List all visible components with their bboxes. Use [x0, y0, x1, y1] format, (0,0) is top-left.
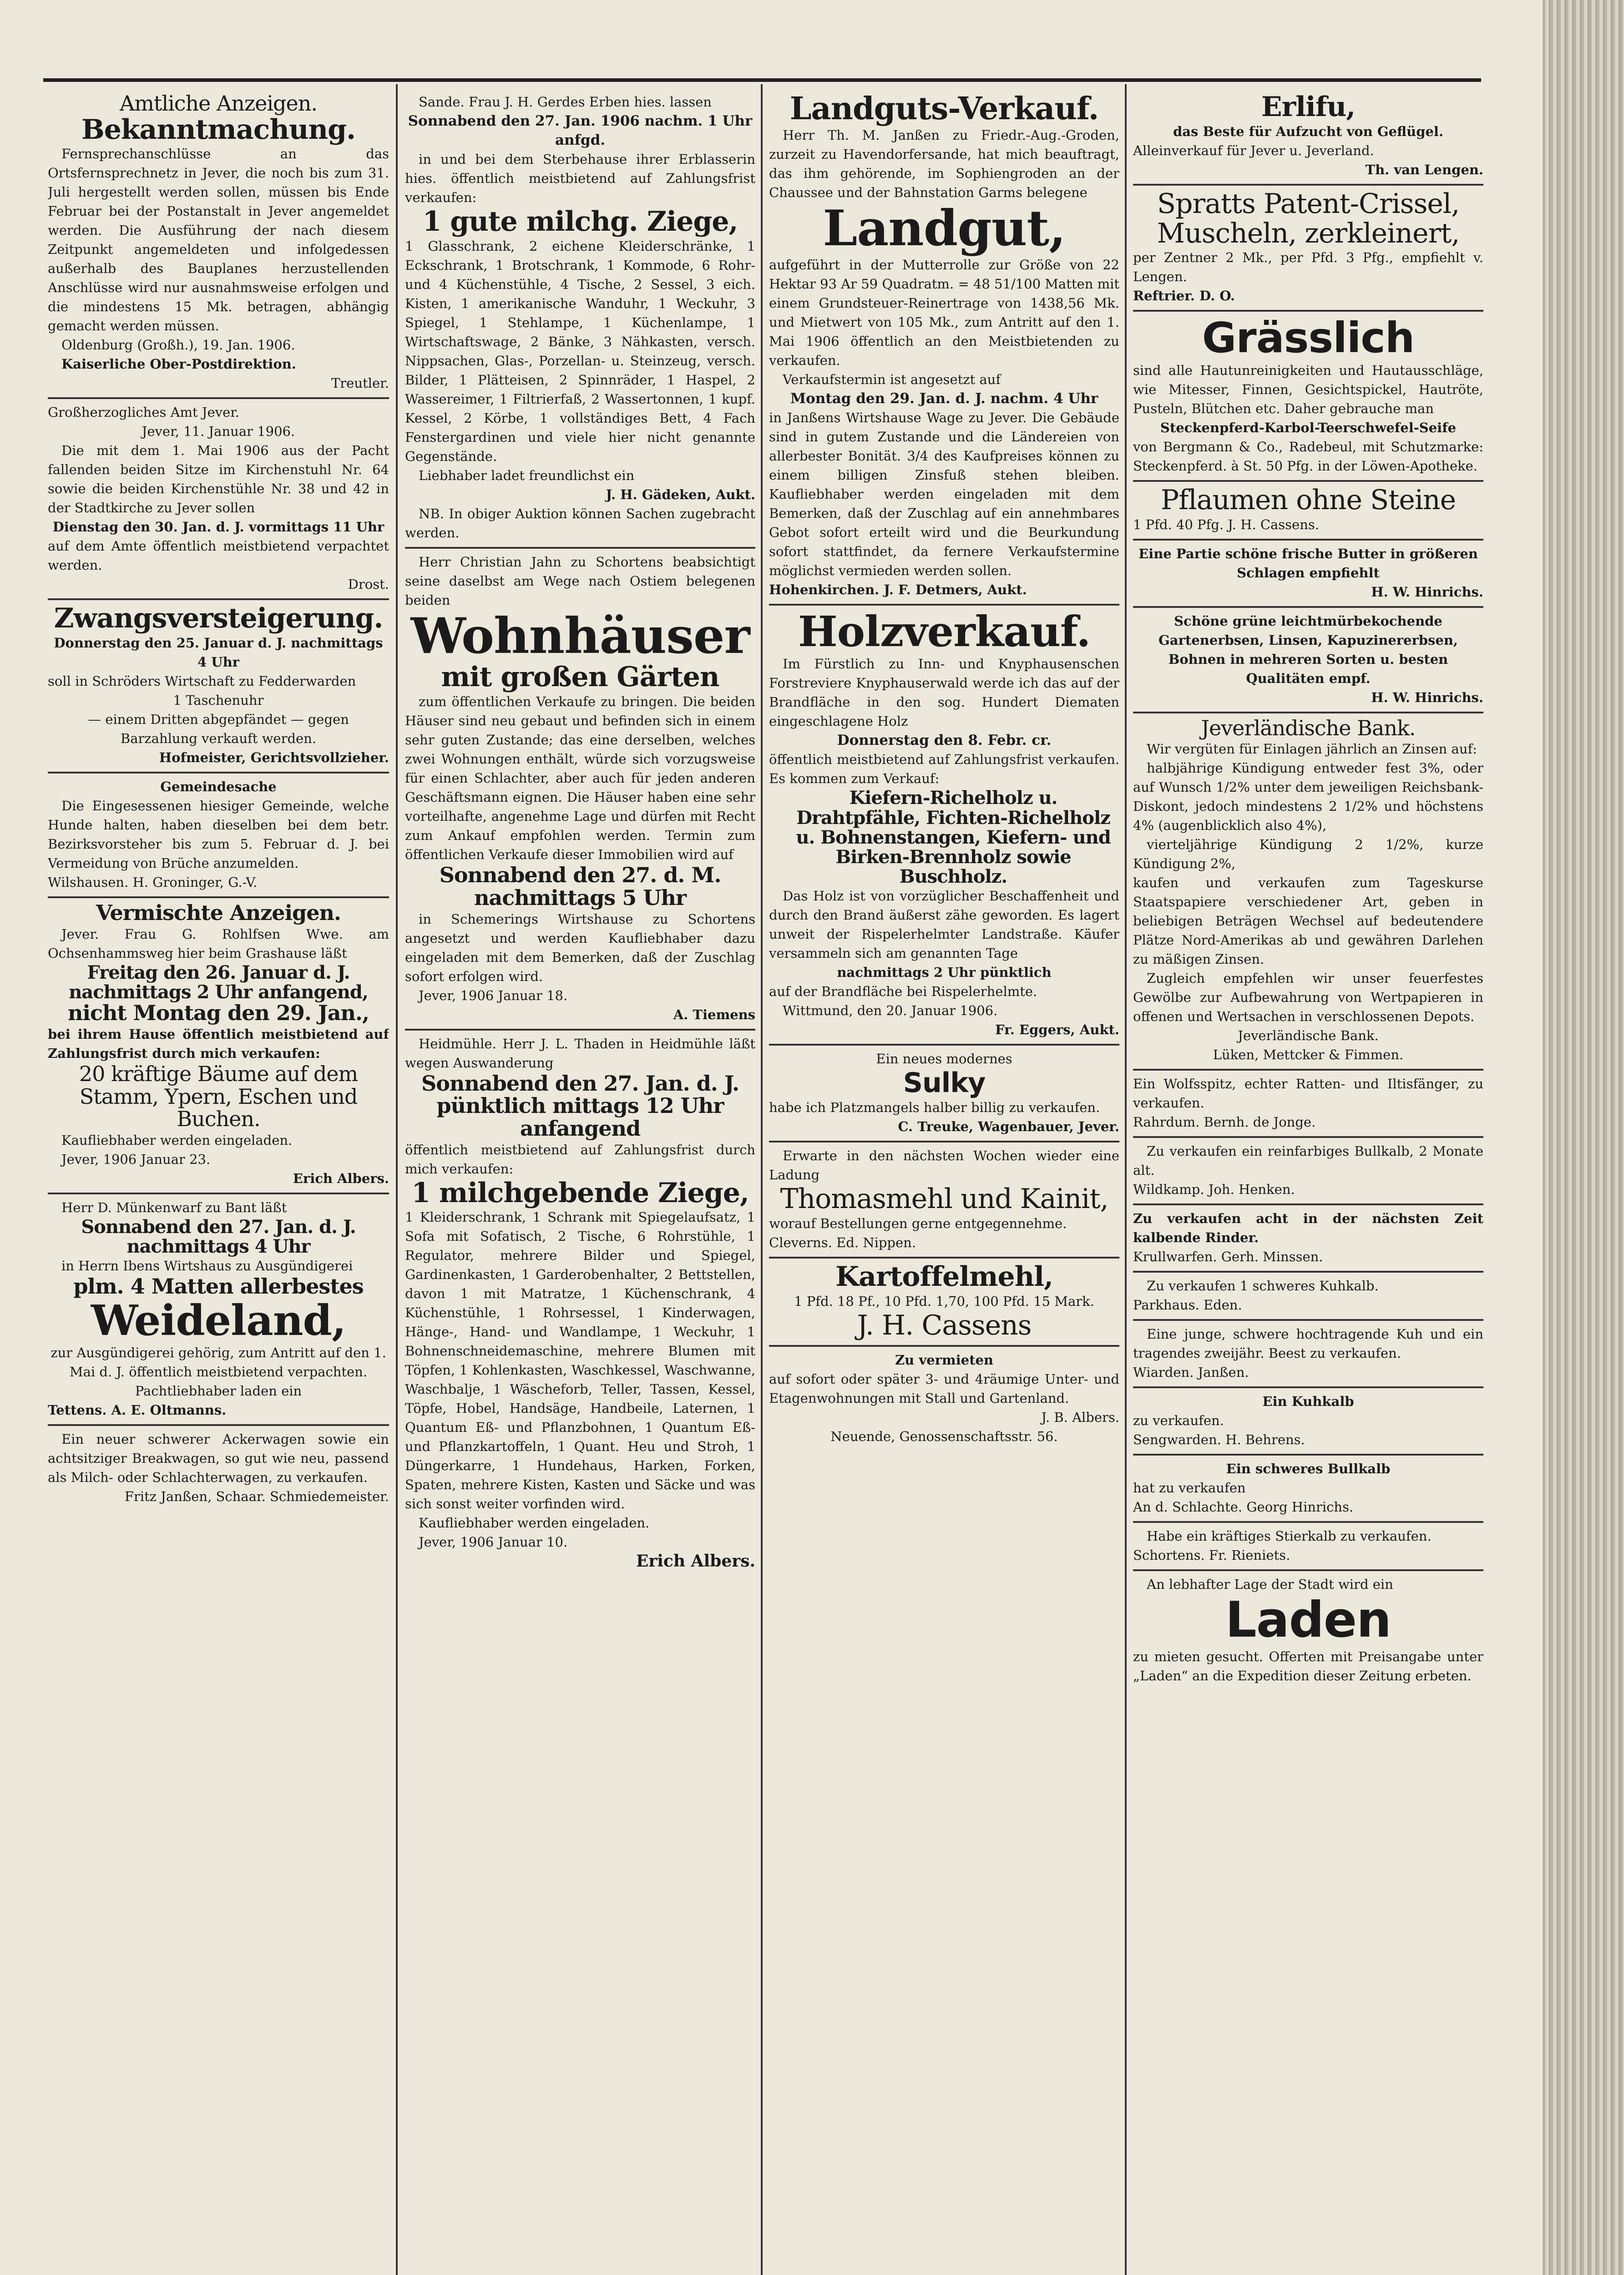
ad-date: Jever, 1906 Januar 10. [419, 1534, 568, 1550]
ad-big-word: Laden [1225, 1592, 1391, 1649]
ad-erbsen [1133, 606, 1483, 712]
ad-body: Ein Wolfsspitz, echter Ratten- und Iltisfänger, zu verkaufen. [1133, 1076, 1483, 1111]
ad-body: habe ich Platzmangels halber billig zu verkaufen. [769, 1100, 1100, 1116]
ad-signature: J. H. Gädeken, Aukt. [606, 486, 755, 502]
ad-date: Jever, 1906 Januar 23. [61, 1152, 211, 1167]
ad-bullkalb-reinfarbig [1133, 1136, 1483, 1203]
ad-title: Erlifu, [1261, 91, 1356, 123]
ad-signature: H. W. Hinrichs. [1371, 689, 1483, 705]
ad-title: Kartoffelmehl, [835, 1260, 1053, 1293]
ad-signature: Drost. [348, 576, 389, 592]
ad-when: nachmittags 2 Uhr pünktlich [837, 965, 1052, 981]
ad-body: zur Ausgündigerei gehörig, zum Antritt auf den 1. Mai d. J. öffentlich meistbietend verpachten. Pachtliebhaber laden ein [51, 1345, 386, 1399]
ad-erlifu [1133, 89, 1483, 184]
ad-body: Wir vergüten für Einlagen jährlich an Zinsen auf: [1147, 741, 1477, 757]
ad-body: in Schemerings Wirtshause zu Schortens angesetzt und werden Kaufliebhaber dazu eingeladen mit dem Bemerken, daß der Zuschlag sofort erfolgen wird. [405, 911, 755, 984]
ad-not-date: nicht Montag den 29. Jan., [68, 1001, 369, 1026]
top-rule [43, 78, 1481, 82]
column-4 [1133, 89, 1483, 2275]
ad-signature: J. B. Albers. [1041, 1409, 1119, 1425]
ad-signature: Erich Albers. [636, 1552, 755, 1571]
ad-subtitle: Muscheln, zerkleinert, [1157, 217, 1460, 249]
ad-rinder [1133, 1203, 1483, 1271]
ad-jeverlaendische-bank [1133, 712, 1483, 1069]
ad-item: 20 kräftige Bäume auf dem Stamm, Ypern, Eschen und Buchen. [79, 1061, 358, 1132]
ad-body: Im Fürstlich zu Inn- und Knyphausenschen Forstreviere Knyphauserwald werde ich das auf der Brandfläche in den sog. Hundert Diematen eingeschlagene Holz [769, 656, 1119, 729]
ad-footer: Kaufliebhaber werden eingeladen. [61, 1132, 293, 1148]
ad-kuhkalb-schwer [1133, 1271, 1483, 1319]
ad-signature: Sengwarden. H. Behrens. [1133, 1432, 1305, 1448]
ad-signature: Parkhaus. Eden. [1133, 1297, 1242, 1313]
ad-body: — einem Dritten abgepfändet — gegen Barzahlung verkauft werden. [88, 712, 349, 747]
ad-body: in Herrn Ibens Wirtshaus zu Ausgündigerei [61, 1258, 353, 1274]
ad-body: auf sofort oder später 3- und 4räumige Unter- und Etagenwohnungen mit Stall und Gartenland. [769, 1371, 1119, 1406]
ad-signature-name: Treutler. [331, 375, 389, 391]
ad-title: Bekanntmachung. [81, 113, 355, 146]
ad-product: Steckenpferd-Karbol-Teerschwefel-Seife [1160, 420, 1457, 435]
ad-body: von Bergmann & Co., Radebeul, mit Schutzmarke: Steckenpferd. à St. 50 Pfg. in der Löwen-Apotheke. [1133, 439, 1483, 474]
ad-body: bei ihrem Hause öffentlich meistbietend auf Zahlungsfrist durch mich verkaufen: [48, 1026, 389, 1061]
ad-footer: Liebhaber ladet freundlichst ein [419, 467, 635, 483]
ad-signature: A. Tiemens [673, 1006, 755, 1022]
ad-body: halbjährige Kündigung entweder fest 3%, oder auf Wunsch 1/2% unter dem jeweiligen Reichsbank-Diskont, jedoch mindestens 2 1/2% und höchstens 4% (augenblicklich also 4%), [1133, 760, 1483, 834]
ad-title: Zwangsversteigerung. [54, 602, 383, 635]
ad-holzverkauf [769, 604, 1119, 1044]
ad-zu-vermieten [769, 1345, 1119, 1451]
ad-body: Jever. Frau G. Rohlfsen Wwe. am Ochsenhammsweg hier beim Grashause läßt [48, 926, 389, 961]
ad-title: Spratts Patent-Crissel, [1157, 187, 1460, 220]
ad-butter [1133, 539, 1483, 606]
ad-signature: An d. Schlachte. Georg Hinrichs. [1133, 1499, 1354, 1515]
ad-signature: Reftrier. D. O. [1133, 288, 1235, 304]
ad-kuhkalb [1133, 1386, 1483, 1454]
ad-date: Oldenburg (Großh.), 19. Jan. 1906. [61, 337, 295, 353]
ad-signature: Fr. Eggers, Aukt. [995, 1022, 1119, 1038]
ad-body: kaufen und verkaufen zum Tageskurse Staatspapiere verschiedener Art, geben in beliebigen Beträgen Wechsel auf bedeutendere Plätze Nord-Amerikas ab und gewähren Darlehen zu mäßigen Zinsen. [1133, 875, 1483, 967]
ad-stierkalb [1133, 1521, 1483, 1569]
ad-title: Landguts-Verkauf. [789, 91, 1099, 127]
ad-when: Sonnabend den 27. Jan. 1906 nachm. 1 Uhr anfgd. [408, 113, 753, 148]
ad-when: Donnerstag den 8. Febr. cr. [837, 732, 1052, 749]
ad-spratts [1133, 184, 1483, 310]
ad-item: 1 milchgebende Ziege, [411, 1177, 749, 1209]
ad-body: Das Holz ist von vorzüglicher Beschaffenheit und durch den Brand äußerst zähe geworden. Es lagert unweit der Rispelerhelmter Landstraße. Käufer versammeln sich am genannten Tage [769, 888, 1119, 961]
section-header-amtliche: Amtliche Anzeigen. [120, 91, 317, 116]
ad-title: Gemeindesache [160, 779, 277, 795]
ad-signature: Tettens. A. E. Oltmanns. [48, 1402, 227, 1418]
ad-item: plm. 4 Matten allerbestes [73, 1274, 364, 1299]
ad-date: Jever, 11. Januar 1906. [142, 424, 295, 440]
section-header-vermischte: Vermischte Anzeigen. [96, 900, 341, 925]
ad-weideland [48, 1193, 389, 1424]
ad-body: zu verkaufen. [1133, 1413, 1224, 1429]
ad-signature: Fritz Janßen, Schaar. Schmiedemeister. [124, 1489, 389, 1505]
ad-body: Die mit dem 1. Mai 1906 aus der Pacht fallenden beiden Sitze im Kirchenstuhl Nr. 64 sowie die beiden Kirchenstühle Nr. 38 und 42 in der Stadtkirche zu Jever sollen [48, 443, 389, 516]
ad-rohlfsen [48, 896, 389, 1193]
ad-signature: Th. van Lengen. [1365, 162, 1483, 177]
ad-body: Ein neuer schwerer Ackerwagen sowie ein achtsitziger Breakwagen, so gut wie neu, passend als Milch- oder Schlachterwagen, zu verkaufen. [48, 1431, 389, 1486]
ad-body: per Zentner 2 Mk., per Pfd. 3 Pfg., empfiehlt v. Lengen. [1133, 250, 1483, 285]
ad-body: auf der Brandfläche bei Rispelerhelmte. [769, 984, 1037, 1000]
ad-kuh-beest [1133, 1319, 1483, 1386]
ad-body: Zu verkaufen ein reinfarbiges Bullkalb, 2 Monate alt. [1133, 1143, 1483, 1178]
ad-body: Habe ein kräftiges Stierkalb zu verkaufen. [1147, 1528, 1432, 1544]
ad-body: Herr Christian Jahn zu Schortens beabsichtigt seine daselbst am Wege nach Ostiem belegenen beiden [405, 554, 755, 608]
ad-list: 1 Kleiderschrank, 1 Schrank mit Spiegelaufsatz, 1 Sofa mit Sofatisch, 2 Tische, 6 Rohrstühle, 1 Regulator, mehrere Bilder und Spiegel, Gardinenkasten, 1 Garderobenhalter, 2 Bettstellen, davon 1 mit Matratze, 1 Küchenschrank, 4 Küchenstühle, 1 Rohrsessel, 1 Kinderwagen, Hänge-, Hand- und Wandlampe, 1 Weckuhr, 1 Bohnenschneidemaschine, mehrere Blumen mit Töpfen, 1 Kohlenkasten, Waschkessel, Waschwanne, Waschbalje, 1 Wäscheforb, Teller, Tassen, Kessel, Töpfe, Hobel, Handsäge, Handbeile, Laternen, 1 Quantum Eß- und Pflanzbohnen, 1 Quantum Eß- und Pflanzkartoffeln, 1 Quant. Heu und Stroh, 1 Düngerkarre, 1 Hundehaus, Harken, Forken, Spaten, mehrere Kisten, Kasten und Säcke und was sich sonst weiter vorfinden wird. [405, 1209, 755, 1512]
column-rule-2 [761, 84, 763, 2275]
ad-body: aufgeführt in der Mutterrolle zur Größe von 22 Hektar 93 Ar 59 Quadratm. = 48 51/100 Matten mit einem Grundsteuer-Reinertrage von 1438,56 Mk. und Mietwert von 105 Mk., zum Antritt auf den 1. Mai 1906 öffentlich an den Meistbietenden zu verkaufen. [769, 257, 1119, 369]
ad-signature: Jeverländische Bank. [1238, 1028, 1379, 1044]
ad-pre: Erwarte in den nächsten Wochen wieder eine Ladung [769, 1148, 1119, 1183]
ad-title: Grässlich [1202, 313, 1415, 363]
ad-when: Sonnabend den 27. Jan. d. J. nachmittags 4 Uhr [81, 1216, 356, 1258]
ad-body: An lebhafter Lage der Stadt wird ein [1147, 1577, 1393, 1592]
ad-thaden [405, 1029, 755, 1576]
ad-bekanntmachung [48, 89, 389, 397]
column-rule-3 [1125, 84, 1127, 2275]
ad-signature: Cleverns. Ed. Nippen. [769, 1234, 916, 1250]
ad-body: Schöne grüne leichtmürbekochende Gartenerbsen, Linsen, Kapuzinererbsen, Bohnen in mehreren Sorten u. besten Qualitäten empf. [1159, 613, 1458, 686]
ad-pre: Ein neues modernes [876, 1051, 1012, 1067]
ad-signature-names: Lüken, Mettcker & Fimmen. [1213, 1047, 1404, 1063]
ad-when: Sonnabend den 27. d. M. nachmittags 5 Uhr [439, 863, 721, 910]
ad-body: zu mieten gesucht. Offerten mit Preisangabe unter „Laden“ an die Expedition dieser Zeitung erbeten. [1133, 1648, 1483, 1684]
ad-date: Wittmund, den 20. Januar 1906. [783, 1003, 998, 1019]
ad-body: 1 Pfd. 18 Pf., 10 Pfd. 1,70, 100 Pfd. 15 Mark. [794, 1293, 1094, 1309]
ad-body: Zu verkaufen acht in der nächsten Zeit kalbende Rinder. [1133, 1211, 1483, 1246]
ad-title: Ein Kuhkalb [1262, 1394, 1354, 1410]
ad-body: Heidmühle. Herr J. L. Thaden in Heidmühle läßt wegen Auswanderung [405, 1036, 755, 1071]
ad-gemeindesache [48, 772, 389, 896]
ad-signature: Hofmeister, Gerichtsvollzieher. [159, 750, 389, 766]
ad-body: in und bei dem Sterbehause ihrer Erblasserin hies. öffentlich meistbietend auf Zahlungsfrist verkaufen: [405, 152, 755, 205]
ad-signature: Kaiserliche Ober-Postdirektion. [61, 356, 296, 372]
ad-body: das Beste für Aufzucht von Geflügel. [1173, 123, 1444, 139]
column-3 [769, 89, 1119, 2275]
ad-body: in Janßens Wirtshause Wage zu Jever. Die Gebäude sind in gutem Zustande und die Ländereien von allerbester Bonität. 3/4 des Kaufpreises können zu einem billigen Zinsfuß stehen bleiben. Kaufliebhaber werden eingeladen mit dem Bemerken, daß der Zuschlag auf ein annehmbares Gebot sofort erteilt wird und die Beurkundung sofort stattfindet, da fernere Verkaufstermine möglichst vermieden werden sollen. [769, 410, 1119, 579]
ad-grasslich [1133, 310, 1483, 480]
ad-body: 1 Pfd. 40 Pfg. J. H. Cassens. [1133, 516, 1320, 532]
ad-body: Herr Th. M. Janßen zu Friedr.-Aug.-Groden, zurzeit zu Havendorfersande, hat mich beauftragt, das ihm gehörende, im Sophiengroden an der Chaussee und der Bahnstation Garms belegene [769, 127, 1119, 201]
ad-body: öffentlich meistbietend auf Zahlungsfrist verkaufen. Es kommen zum Verkauf: [769, 752, 1119, 787]
ad-when: Dienstag den 30. Jan. d. J. vormittags 11 Uhr [52, 519, 384, 535]
ad-body: Eine Partie schöne frische Butter in größeren Schlagen empfiehlt [1138, 546, 1478, 581]
ad-body: öffentlich meistbietend auf Zahlungsfrist durch mich verkaufen: [405, 1142, 755, 1177]
ad-signature: Rahrdum. Bernh. de Jonge. [1133, 1114, 1316, 1130]
ad-signature: J. H. Cassens [857, 1309, 1032, 1341]
ad-note: NB. In obiger Auktion können Sachen zugebracht werden. [405, 506, 755, 541]
ad-signature: Wilshausen. H. Groninger, G.-V. [48, 875, 258, 890]
ad-body: Herr D. Münkenwarf zu Bant läßt [61, 1200, 287, 1215]
ad-bullkalb-schwer [1133, 1454, 1483, 1521]
ad-signature: Schortens. Fr. Rieniets. [1133, 1547, 1290, 1563]
ad-body: Zu verkaufen 1 schweres Kuhkalb. [1147, 1278, 1379, 1294]
ad-body: soll in Schröders Wirtschaft zu Fedderwarden [48, 673, 356, 689]
ad-body: Die Eingesessenen hiesiger Gemeinde, welche Hunde halten, haben dieselben bei dem betr. Bezirksvorsteher bis zum 5. Februar d. J. bei Vermeidung von Brüche anzumelden. [48, 798, 389, 871]
ad-jahn [405, 547, 755, 1029]
ad-title: Jeverländische Bank. [1201, 715, 1416, 740]
ad-title: Pflaumen ohne Steine [1160, 484, 1456, 516]
ad-signature: Erich Albers. [293, 1171, 389, 1186]
ad-when: Freitag den 26. Januar d. J. nachmittags 2 Uhr anfangend, [69, 961, 368, 1003]
ad-title: Zu vermieten [895, 1352, 993, 1368]
ad-items: Kiefern-Richelholz u. Drahtpfähle, Fichten-Richelholz u. Bohnenstangen, Kiefern- und Birken-Brennholz sowie Buschholz. [796, 787, 1111, 888]
ad-title: Holzverkauf. [798, 607, 1091, 657]
ad-footer: Kaufliebhaber werden eingeladen. [419, 1515, 650, 1531]
ad-sulky [769, 1044, 1119, 1141]
ad-big-word: Weideland, [91, 1296, 346, 1345]
ad-big-word: Wohnhäuser [410, 607, 750, 665]
ad-signature: C. Treuke, Wagenbauer, Jever. [898, 1119, 1119, 1135]
ad-body: Zugleich empfehlen wir unser feuerfestes Gewölbe zur Aufbewahrung von Wertpapieren in offenen und Wertsachen in verschlossenen Depots. [1133, 971, 1483, 1025]
ad-body: Verkaufstermin ist angesetzt auf [783, 372, 1001, 388]
ad-big-word: Thomasmehl und Kainit, [780, 1183, 1108, 1215]
ad-signature: Krullwarfen. Gerh. Minssen. [1133, 1249, 1323, 1265]
ad-when: Donnerstag den 25. Januar d. J. nachmittags 4 Uhr [54, 635, 383, 670]
column-1 [48, 89, 389, 2275]
ad-big-word: Sulky [903, 1067, 986, 1099]
ad-address: Neuende, Genossenschaftsstr. 56. [830, 1428, 1058, 1444]
ad-ackerwagen [48, 1424, 389, 1511]
ad-item: 1 Taschenuhr [173, 693, 264, 708]
column-2 [405, 89, 755, 2275]
ad-signature: Wildkamp. Joh. Henken. [1133, 1182, 1295, 1198]
ad-body: vierteljährige Kündigung 2 1/2%, kurze Kündigung 2%, [1133, 837, 1483, 872]
ad-thomasmehl [769, 1141, 1119, 1257]
ad-when: Sonnabend den 27. Jan. d. J. pünktlich mittags 12 Uhr anfangend [421, 1071, 739, 1141]
ad-body: Sande. Frau J. H. Gerdes Erben hies. lassen [419, 94, 712, 110]
ad-zwangsversteigerung [48, 598, 389, 772]
ad-heading: Großherzogliches Amt Jever. [48, 404, 240, 420]
ad-body: hat zu verkaufen [1133, 1480, 1246, 1496]
ad-kartoffelmehl [769, 1257, 1119, 1345]
ad-date: Jever, 1906 Januar 18. [419, 987, 568, 1003]
ad-item: 1 gute milchg. Ziege, [422, 206, 738, 238]
ad-big-word: Landgut, [823, 200, 1066, 258]
ad-gerdes [405, 89, 755, 547]
ad-amt-jever [48, 397, 389, 598]
ad-signature: Wiarden. Janßen. [1133, 1365, 1249, 1380]
ad-laden [1133, 1569, 1483, 1690]
ad-body: sind alle Hautunreinigkeiten und Hautausschläge, wie Mitesser, Finnen, Gesichtspickel, Hautröte, Pusteln, Blütchen etc. Daher gebrauche man [1133, 362, 1483, 416]
ad-subtitle: mit großen Gärten [441, 661, 719, 693]
ad-body: auf dem Amte öffentlich meistbietend verpachtet werden. [48, 538, 389, 573]
ad-landgut [769, 89, 1119, 604]
ad-body: worauf Bestellungen gerne entgegennehme. [769, 1215, 1067, 1231]
column-rule-1 [396, 84, 398, 2275]
ad-list: 1 Glasschrank, 2 eichene Kleiderschränke, 1 Eckschrank, 1 Brotschrank, 1 Kommode, 6 Rohr- und 4 Küchenstühle, 4 Tische, 2 Sessel, 3 eich. Kisten, 1 amerikanische Wanduhr, 1 Weckuhr, 3 Spiegel, 1 Stehlampe, 1 Küchenlampe, 1 Wirtschaftswage, 2 Bänke, 3 Nähkasten, versch. Nippsachen, Glas-, Porzellan- u. Steinzeug, versch. Bilder, 1 Plätteisen, 2 Spinnräder, 1 Haspel, 2 Wassereimer, 1 Filtrierfaß, 2 Wassertonnen, 1 kupf. Kessel, 2 Körbe, 1 vollständiges Bett, 4 Fach Fenstergardinen und viele hier nicht genannte Gegenstände. [405, 238, 755, 464]
ad-title: Ein schweres Bullkalb [1226, 1461, 1391, 1477]
ad-body: Alleinverkauf für Jever u. Jeverland. [1133, 142, 1374, 158]
ad-body: zum öffentlichen Verkaufe zu bringen. Die beiden Häuser sind neu gebaut und befinden sich in einem sehr guten Zustande; das eine derselben, welches zwei Wohnungen enthält, würde sich vorzugsweise für einen Schlachter, aber auch für jeden anderen Geschäftsmann eignen. Die Häuser haben eine sehr vorteilhafte, angenehme Lage und dürfen mit Recht zum Ankauf empfohlen werden. Termin zum öffentlichen Verkaufe dieser Immobilien wird auf [405, 694, 755, 863]
book-page-edge [1543, 0, 1624, 2275]
ad-when: Montag den 29. Jan. d. J. nachm. 4 Uhr [790, 390, 1098, 407]
ad-signature: H. W. Hinrichs. [1371, 584, 1483, 600]
ad-signature: Hohenkirchen. J. F. Detmers, Aukt. [769, 582, 1027, 598]
ad-wolfsspitz [1133, 1069, 1483, 1136]
ad-body: Fernsprechanschlüsse an das Ortsfernsprechnetz in Jever, die noch bis zum 31. Juli hergestellt werden sollen, müssen bis Ende Februar bei der Postanstalt in Jever angemeldet werden. Die Ausführung der nach diesem Zeitpunkt angemeldeten und infolgedessen außerhalb des Bauplanes herzustellenden Anschlüsse wird nur ausnahmsweise erfolgen und die mindestens 15 Mk. betragen, abhängig gemacht werden müssen. [48, 146, 389, 334]
ad-body: Eine junge, schwere hochtragende Kuh und ein tragendes zweijähr. Beest zu verkaufen. [1133, 1326, 1483, 1361]
ad-pflaumen [1133, 480, 1483, 539]
